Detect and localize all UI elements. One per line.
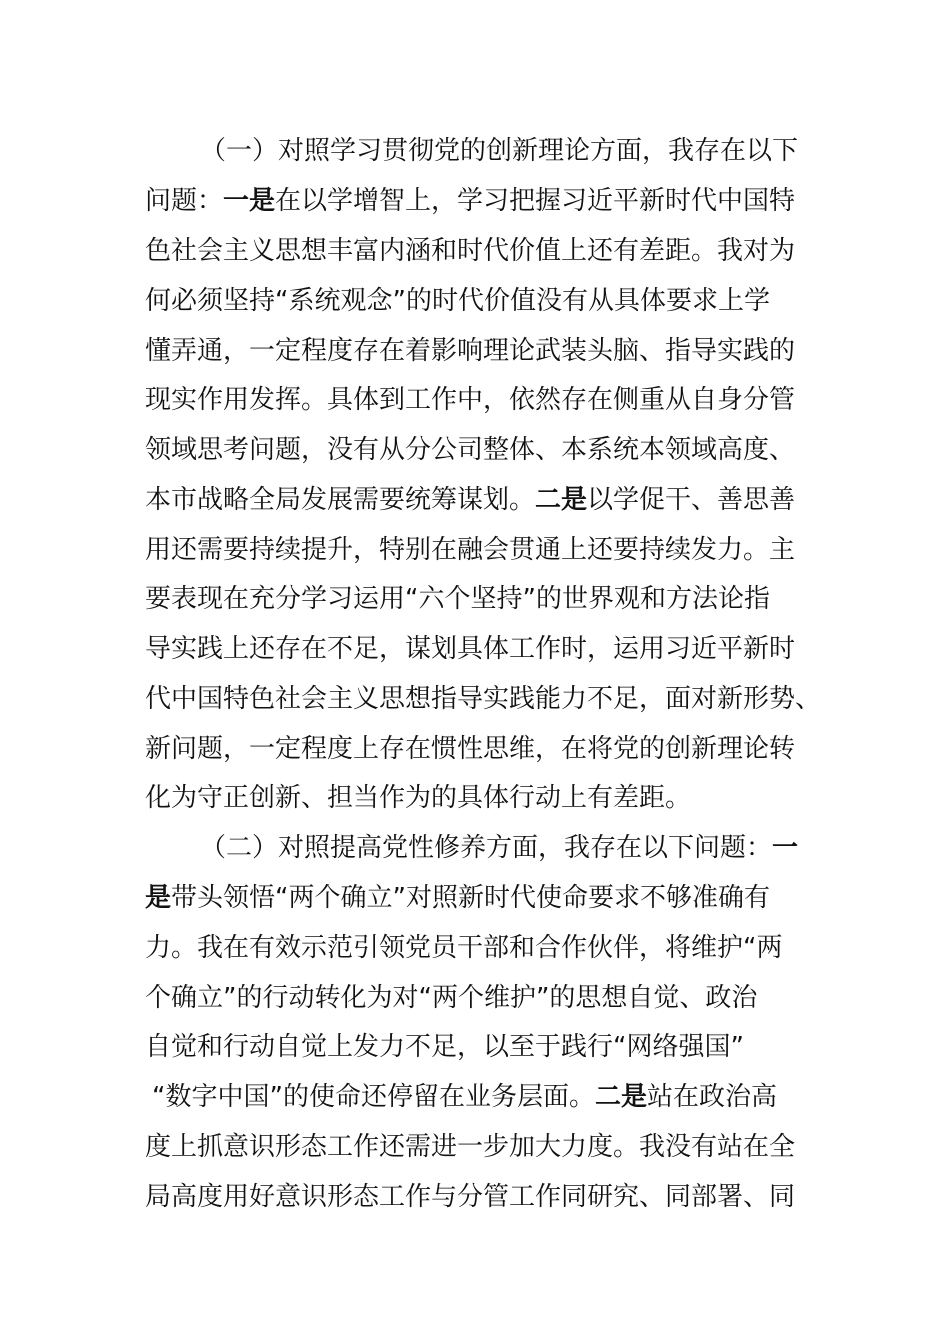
text-line (145, 430, 795, 470)
text-segment: 何必须坚持“系统观念”的时代价值没有从具体要求上学 (145, 286, 770, 316)
text-line (145, 530, 795, 570)
text-line (145, 380, 795, 420)
text-line (145, 331, 795, 371)
text-segment: 本市战略全局发展需要统筹谋划。 (145, 485, 536, 515)
text-line (145, 1127, 795, 1167)
text-line (145, 579, 770, 619)
text-line (145, 181, 795, 221)
text-segment: 现实作用发挥。具体到工作中，依然存在侧重从自身分管 (145, 385, 796, 415)
text-segment: 以学促干、善思善 (587, 485, 796, 515)
bold-text-segment: 一 (772, 833, 799, 863)
text-segment: 力。我在有效示范引领党员干部和合作伙伴，将维护“两 (145, 933, 783, 963)
text-segment: 新问题，一定程度上存在惯性思维，在将党的创新理论转 (145, 734, 796, 764)
text-segment: 个确立”的行动转化为对“两个维护”的思想自觉、政治 (145, 983, 758, 1013)
text-segment: 自觉和行动自觉上发力不足，以至于践行“网络强国” (145, 1032, 744, 1062)
text-line (200, 828, 798, 868)
bold-text-segment: 一是 (223, 186, 276, 216)
text-segment: 导实践上还存在不足，谋划具体工作时，运用习近平新时 (145, 634, 796, 664)
text-segment: 要表现在充分学习运用“六个坚持”的世界观和方法论指 (145, 584, 770, 614)
bold-text-segment: 二是 (535, 485, 588, 515)
text-line (152, 1077, 777, 1117)
text-segment: 局高度用好意识形态工作与分管工作同研究、同部署、同 (145, 1182, 796, 1212)
text-segment: 站在政治高 (646, 1082, 777, 1112)
text-segment: 度上抓意识形态工作还需进一步加大力度。我没有站在全 (145, 1132, 796, 1162)
text-segment: 问题： (145, 186, 224, 216)
text-line (145, 1027, 744, 1067)
text-segment: 在以学增智上，学习把握习近平新时代中国特 (275, 186, 796, 216)
text-line (145, 978, 757, 1018)
text-line (145, 878, 770, 918)
text-line (145, 928, 782, 968)
text-segment: 色社会主义思想丰富内涵和时代价值上还有差距。我对为 (145, 236, 796, 266)
bold-text-segment: 是 (145, 883, 172, 913)
text-segment: 化为守正创新、担当作为的具体行动上有差距。 (145, 783, 692, 813)
text-line (145, 1177, 795, 1217)
text-segment: （二）对照提高党性修养方面，我存在以下问题： (200, 833, 773, 863)
text-segment: 带头领悟“两个确立”对照新时代使命要求不够准确有 (171, 883, 770, 913)
text-line (145, 778, 691, 818)
text-segment: 领域思考问题，没有从分公司整体、本系统本领域高度、 (145, 435, 796, 465)
text-line (145, 231, 795, 271)
bold-text-segment: 二是 (594, 1082, 647, 1112)
text-line (145, 679, 821, 719)
text-segment: （一）对照学习贯彻党的创新理论方面，我存在以下 (200, 136, 799, 166)
text-line (145, 729, 795, 769)
text-segment: 懂弄通，一定程度存在着影响理论武装头脑、指导实践的 (145, 336, 796, 366)
text-segment: “数字中国”的使命还停留在业务层面。 (152, 1082, 595, 1112)
text-line (145, 281, 770, 321)
text-line (145, 480, 795, 520)
text-segment: 代中国特色社会主义思想指导实践能力不足，面对新形势、 (145, 684, 822, 714)
text-line (200, 131, 798, 171)
text-segment: 用还需要持续提升，特别在融会贯通上还要持续发力。主 (145, 535, 796, 565)
text-line (145, 629, 795, 669)
